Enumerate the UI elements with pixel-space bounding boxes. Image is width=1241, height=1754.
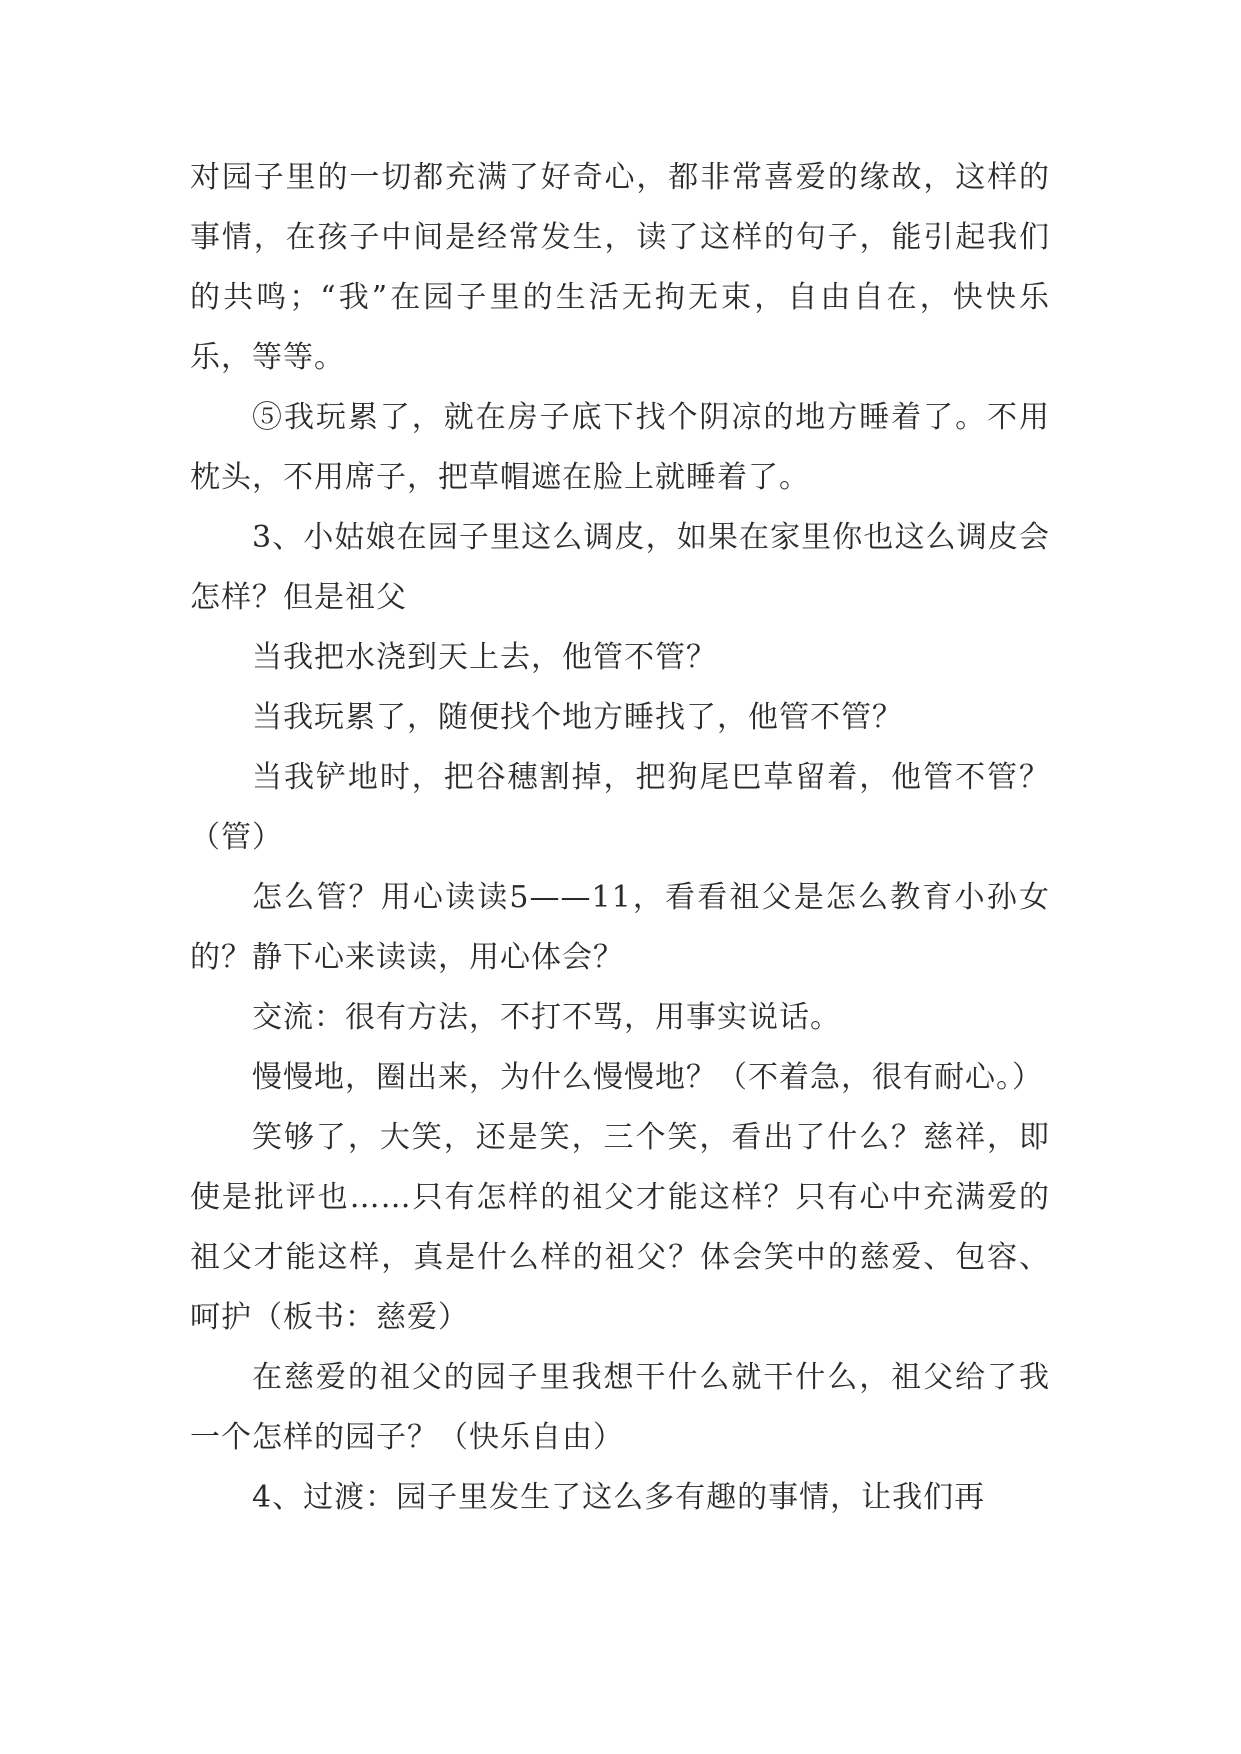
paragraph-9: 慢慢地，圈出来，为什么慢慢地？（不着急，很有耐心。）: [252, 1060, 1043, 1095]
document-body: [190, 148, 1050, 1528]
paragraph-7: 怎么管？用心读读5——11，看看祖父是怎么教育小孙女的？静下心来读读，用心体会？: [190, 880, 1050, 975]
paragraph-3: 3、小姑娘在园子里这么调皮，如果在家里你也这么调皮会怎样？但是祖父: [190, 520, 1050, 615]
paragraph-6: 当我铲地时，把谷穗割掉，把狗尾巴草留着，他管不管？（管）: [190, 760, 1050, 855]
paragraph-8: 交流：很有方法，不打不骂，用事实说话。: [252, 1000, 841, 1035]
paragraph-2: ⑤我玩累了，就在房子底下找个阴凉的地方睡着了。不用枕头，不用席子，把草帽遮在脸上就睡着了。: [190, 400, 1050, 495]
paragraph-12: 4、过渡：园子里发生了这么多有趣的事情，让我们再: [252, 1480, 986, 1515]
paragraph-5: 当我玩累了，随便找个地方睡找了，他管不管？: [252, 700, 903, 735]
paragraph-1: 对园子里的一切都充满了好奇心，都非常喜爱的缘故，这样的事情，在孩子中间是经常发生，读了这样的句子，能引起我们的共鸣；“我”在园子里的生活无拘无束，自由自在，快快乐乐，等等。: [190, 160, 1050, 375]
paragraph-11: 在慈爱的祖父的园子里我想干什么就干什么，祖父给了我一个怎样的园子？（快乐自由）: [190, 1360, 1050, 1455]
paragraph-10: 笑够了，大笑，还是笑，三个笑，看出了什么？慈祥，即使是批评也……只有怎样的祖父才能这样？只有心中充满爱的祖父才能这样，真是什么样的祖父？体会笑中的慈爱、包容、呵护（板书：慈爱）: [190, 1120, 1050, 1335]
paragraph-4: 当我把水浇到天上去，他管不管？: [252, 640, 717, 675]
